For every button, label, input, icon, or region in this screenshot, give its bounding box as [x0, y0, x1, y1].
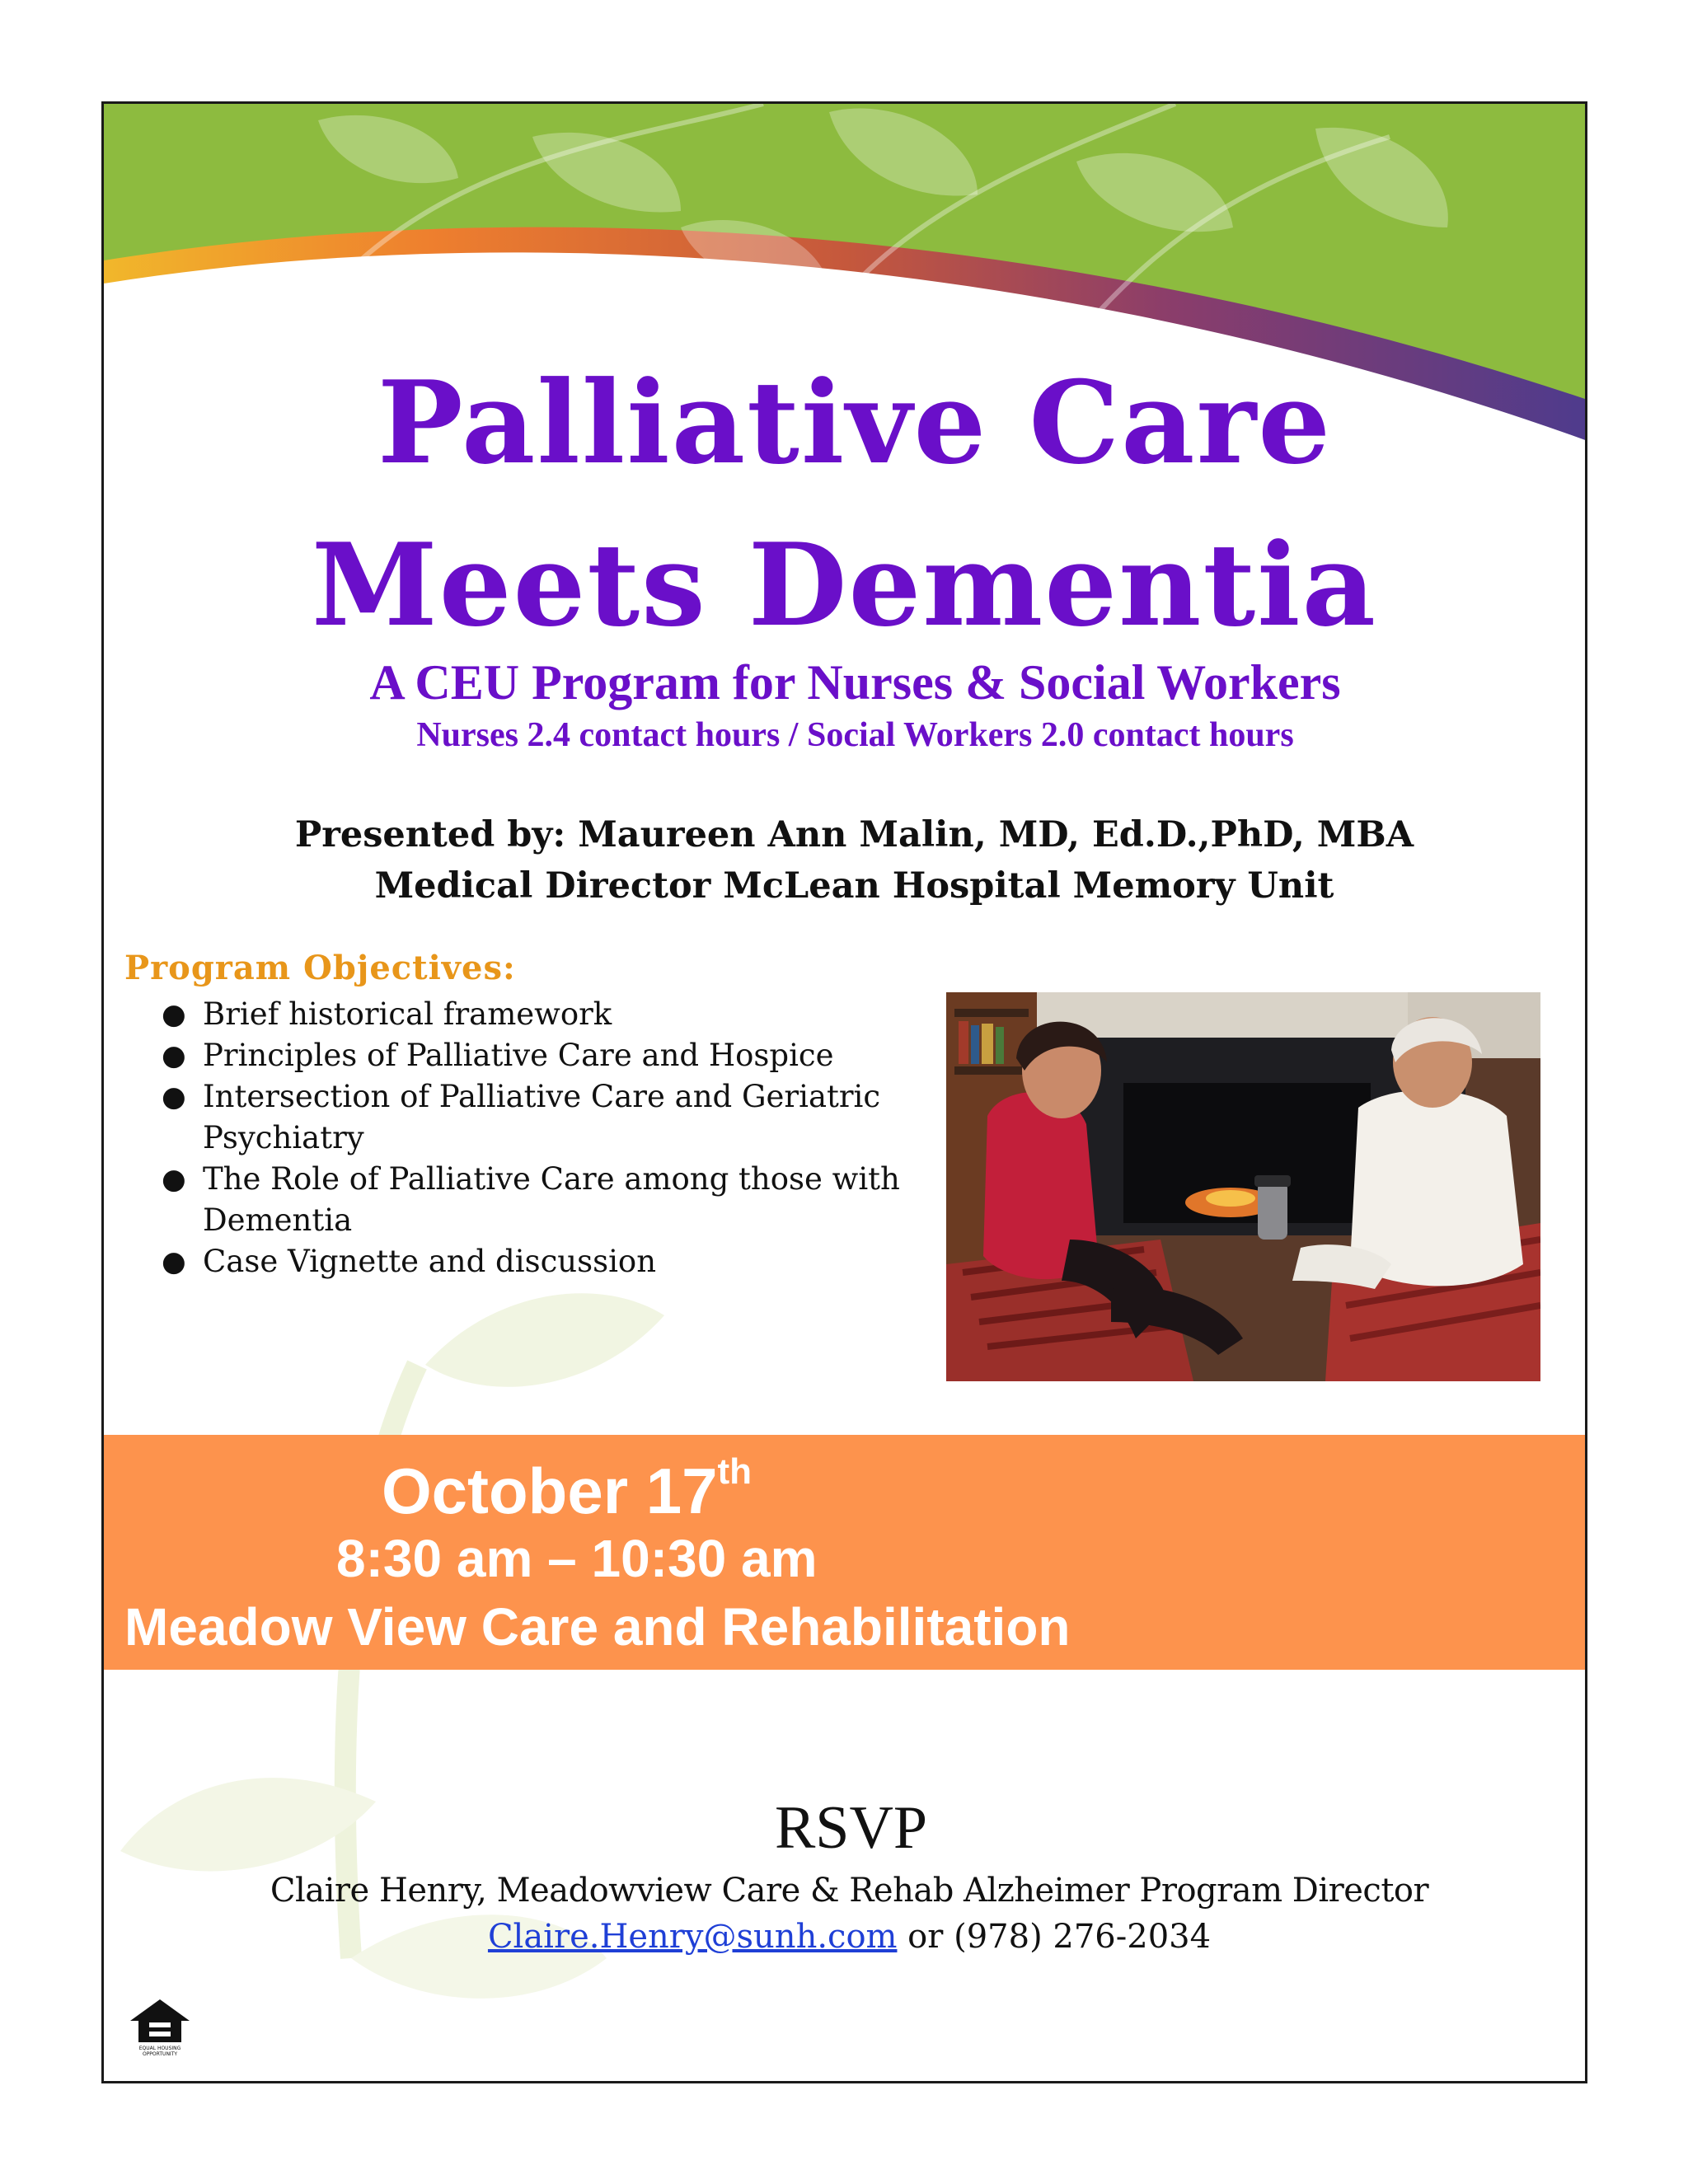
objective-text: The Role of Palliative Care among those with Dementia	[203, 1161, 900, 1238]
rsvp-connector: or	[897, 1918, 954, 1956]
contact-hours: Nurses 2.4 contact hours / Social Workers 2.0 contact hours	[416, 716, 1294, 754]
bullet-icon: ●	[162, 1039, 186, 1072]
rsvp-email-link[interactable]: Claire.Henry@sunh.com	[487, 1918, 898, 1956]
objective-text: Principles of Palliative Care and Hospice	[203, 1038, 834, 1073]
flyer	[101, 101, 1587, 2083]
title-line-2: Meets Dementia	[311, 518, 1378, 652]
equal-housing-opportunity-icon	[129, 1998, 191, 2044]
bullet-icon: ●	[162, 998, 186, 1031]
objective-text: Intersection of Palliative Care and Geriatric Psychiatry	[203, 1079, 881, 1155]
objective-item	[145, 1076, 1027, 1159]
title-line-1: Palliative Care	[377, 355, 1333, 490]
event-date-text: October 17	[382, 1455, 718, 1527]
equal-housing-opportunity-text: EQUAL HOUSING OPPORTUNITY	[138, 2046, 181, 2057]
equal-housing-opportunity-logo	[129, 1998, 191, 2057]
event-date-suffix: th	[717, 1451, 753, 1492]
objective-text: Brief historical framework	[203, 996, 612, 1032]
bullet-icon: ●	[162, 1163, 186, 1196]
presenter-title: Medical Director McLean Hospital Memory Unit	[374, 865, 1334, 907]
rsvp-phone: (978) 276-2034	[954, 1918, 1212, 1956]
program-subtitle: A CEU Program for Nurses & Social Workers	[369, 655, 1341, 710]
bullet-icon: ●	[162, 1245, 186, 1278]
photo-caregiver-conversation	[946, 992, 1540, 1381]
event-details-band	[101, 1435, 1587, 1670]
event-date	[382, 1451, 753, 1527]
objective-text: Case Vignette and discussion	[203, 1244, 657, 1279]
presenter-name: Presented by: Maureen Ann Malin, MD, Ed.D.,PhD, MBA	[294, 814, 1414, 855]
objective-item	[145, 1159, 936, 1241]
rsvp-contact: Claire Henry, Meadowview Care & Rehab Alzheimer Program Director	[270, 1872, 1429, 1910]
event-time: 8:30 am – 10:30 am	[336, 1529, 818, 1588]
objectives-list	[145, 994, 1002, 1282]
bullet-icon: ●	[162, 1080, 186, 1113]
objective-item	[145, 1241, 1002, 1282]
rsvp-heading: RSVP	[774, 1794, 928, 1862]
objective-item	[145, 1035, 1002, 1076]
objectives-heading: Program Objectives:	[124, 949, 516, 987]
event-venue: Meadow View Care and Rehabilitation	[124, 1597, 1071, 1657]
rsvp-email-phone	[104, 1918, 1585, 1956]
objective-item	[145, 994, 1002, 1035]
